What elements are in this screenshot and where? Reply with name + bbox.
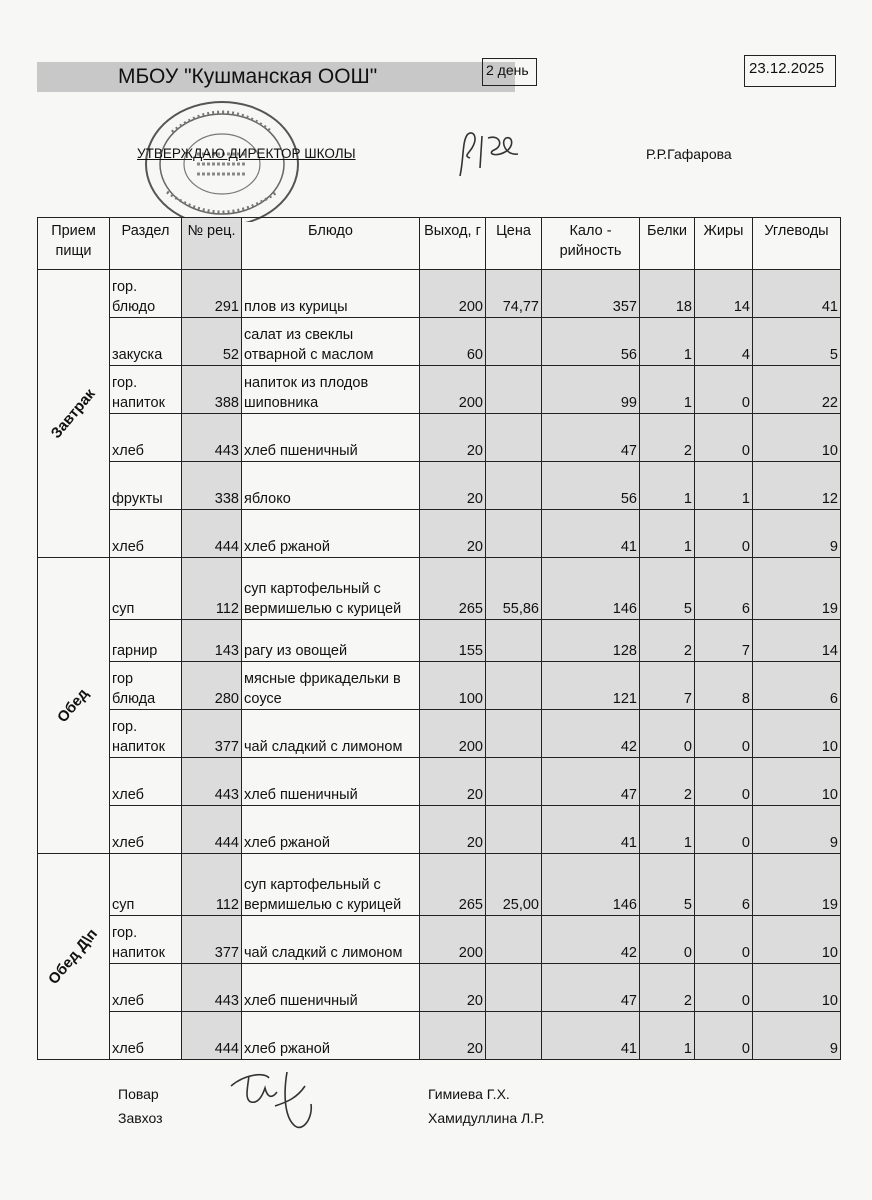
section-cell: хлеб — [110, 806, 182, 854]
price-cell — [486, 806, 542, 854]
column-header: Прием пищи — [38, 218, 110, 270]
price-cell: 25,00 — [486, 854, 542, 916]
protein-cell: 5 — [640, 854, 695, 916]
section-cell: хлеб — [110, 758, 182, 806]
fat-cell: 14 — [695, 270, 753, 318]
section-cell: фрукты — [110, 462, 182, 510]
table-row — [38, 414, 841, 462]
fat-cell: 0 — [695, 510, 753, 558]
protein-cell: 2 — [640, 414, 695, 462]
dish-cell: яблоко — [242, 462, 420, 510]
carbs-cell: 22 — [753, 366, 841, 414]
column-header: Кало - рийность — [542, 218, 640, 270]
price-cell — [486, 620, 542, 662]
meal-name: Обед — [54, 684, 93, 726]
recipe-number-cell: 444 — [182, 1012, 242, 1060]
dish-cell: хлеб пшеничный — [242, 758, 420, 806]
fat-cell: 0 — [695, 1012, 753, 1060]
recipe-number-cell: 143 — [182, 620, 242, 662]
director-signature-icon — [452, 128, 532, 183]
column-header: Жиры — [695, 218, 753, 270]
fat-cell: 0 — [695, 916, 753, 964]
price-cell: 74,77 — [486, 270, 542, 318]
recipe-number-cell: 112 — [182, 854, 242, 916]
meal-name: Обед Д\п — [45, 925, 102, 988]
yield-cell: 155 — [420, 620, 486, 662]
protein-cell: 0 — [640, 916, 695, 964]
carbs-cell: 14 — [753, 620, 841, 662]
meal-cell — [38, 854, 110, 1060]
table-row — [38, 916, 841, 964]
yield-cell: 20 — [420, 806, 486, 854]
calories-cell: 56 — [542, 462, 640, 510]
fat-cell: 0 — [695, 806, 753, 854]
meal-cell — [38, 270, 110, 558]
protein-cell: 2 — [640, 964, 695, 1012]
yield-cell: 200 — [420, 916, 486, 964]
yield-cell: 20 — [420, 414, 486, 462]
carbs-cell: 10 — [753, 414, 841, 462]
cook-name: Гимиева Г.Х. — [428, 1086, 510, 1102]
section-cell: гор. блюдо — [110, 270, 182, 318]
section-cell: хлеб — [110, 510, 182, 558]
column-header: Белки — [640, 218, 695, 270]
protein-cell: 2 — [640, 620, 695, 662]
price-cell — [486, 662, 542, 710]
yield-cell: 265 — [420, 558, 486, 620]
yield-cell: 100 — [420, 662, 486, 710]
day-label: 2 день — [482, 58, 537, 86]
carbs-cell: 10 — [753, 964, 841, 1012]
table-row — [38, 758, 841, 806]
section-cell: гарнир — [110, 620, 182, 662]
carbs-cell: 10 — [753, 916, 841, 964]
yield-cell: 20 — [420, 1012, 486, 1060]
calories-cell: 47 — [542, 964, 640, 1012]
storekeeper-name: Хамидуллина Л.Р. — [428, 1110, 545, 1126]
table-row — [38, 806, 841, 854]
storekeeper-label: Завхоз — [118, 1110, 163, 1126]
dish-cell: чай сладкий с лимоном — [242, 710, 420, 758]
protein-cell: 2 — [640, 758, 695, 806]
yield-cell: 20 — [420, 462, 486, 510]
fat-cell: 0 — [695, 964, 753, 1012]
table-row — [38, 620, 841, 662]
protein-cell: 5 — [640, 558, 695, 620]
column-header: Углеводы — [753, 218, 841, 270]
protein-cell: 0 — [640, 710, 695, 758]
column-header: Раздел — [110, 218, 182, 270]
protein-cell: 1 — [640, 366, 695, 414]
fat-cell: 1 — [695, 462, 753, 510]
section-cell: суп — [110, 854, 182, 916]
protein-cell: 1 — [640, 318, 695, 366]
table-row — [38, 854, 841, 916]
column-header: Цена — [486, 218, 542, 270]
table-row — [38, 1012, 841, 1060]
fat-cell: 0 — [695, 414, 753, 462]
table-row — [38, 964, 841, 1012]
recipe-number-cell: 443 — [182, 414, 242, 462]
carbs-cell: 10 — [753, 758, 841, 806]
table-row — [38, 558, 841, 620]
calories-cell: 42 — [542, 916, 640, 964]
price-cell — [486, 916, 542, 964]
recipe-number-cell: 112 — [182, 558, 242, 620]
recipe-number-cell: 377 — [182, 710, 242, 758]
recipe-number-cell: 444 — [182, 510, 242, 558]
section-cell: хлеб — [110, 964, 182, 1012]
section-cell: гор. напиток — [110, 916, 182, 964]
date-label: 23.12.2025 — [744, 55, 836, 87]
calories-cell: 47 — [542, 758, 640, 806]
calories-cell: 357 — [542, 270, 640, 318]
recipe-number-cell: 52 — [182, 318, 242, 366]
fat-cell: 6 — [695, 854, 753, 916]
price-cell — [486, 964, 542, 1012]
price-cell — [486, 366, 542, 414]
recipe-number-cell: 388 — [182, 366, 242, 414]
price-cell — [486, 1012, 542, 1060]
calories-cell: 146 — [542, 854, 640, 916]
calories-cell: 128 — [542, 620, 640, 662]
fat-cell: 6 — [695, 558, 753, 620]
meal-cell — [38, 558, 110, 854]
table-row — [38, 318, 841, 366]
recipe-number-cell: 338 — [182, 462, 242, 510]
protein-cell: 1 — [640, 462, 695, 510]
calories-cell: 41 — [542, 1012, 640, 1060]
yield-cell: 265 — [420, 854, 486, 916]
school-title: МБОУ "Кушманская ООШ" — [118, 65, 378, 88]
carbs-cell: 19 — [753, 558, 841, 620]
yield-cell: 60 — [420, 318, 486, 366]
yield-cell: 200 — [420, 710, 486, 758]
fat-cell: 4 — [695, 318, 753, 366]
calories-cell: 41 — [542, 510, 640, 558]
carbs-cell: 10 — [753, 710, 841, 758]
yield-cell: 20 — [420, 964, 486, 1012]
price-cell — [486, 710, 542, 758]
dish-cell: салат из свеклы отварной с маслом — [242, 318, 420, 366]
carbs-cell: 9 — [753, 806, 841, 854]
protein-cell: 1 — [640, 806, 695, 854]
dish-cell: чай сладкий с лимоном — [242, 916, 420, 964]
carbs-cell: 19 — [753, 854, 841, 916]
protein-cell: 1 — [640, 510, 695, 558]
menu-body — [38, 270, 841, 1060]
table-header-row — [38, 218, 841, 270]
dish-cell: рагу из овощей — [242, 620, 420, 662]
table-row — [38, 710, 841, 758]
price-cell — [486, 414, 542, 462]
section-cell: гор. напиток — [110, 366, 182, 414]
calories-cell: 99 — [542, 366, 640, 414]
calories-cell: 121 — [542, 662, 640, 710]
yield-cell: 200 — [420, 270, 486, 318]
table-row — [38, 510, 841, 558]
price-cell: 55,86 — [486, 558, 542, 620]
meal-name: Завтрак — [47, 385, 99, 442]
carbs-cell: 9 — [753, 1012, 841, 1060]
protein-cell: 18 — [640, 270, 695, 318]
price-cell — [486, 510, 542, 558]
dish-cell: суп картофельный с вермишелью с курицей — [242, 854, 420, 916]
yield-cell: 20 — [420, 510, 486, 558]
cook-signature-icon — [225, 1066, 325, 1136]
dish-cell: плов из курицы — [242, 270, 420, 318]
section-cell: суп — [110, 558, 182, 620]
table-row — [38, 462, 841, 510]
recipe-number-cell: 280 — [182, 662, 242, 710]
table-row — [38, 366, 841, 414]
fat-cell: 0 — [695, 758, 753, 806]
dish-cell: хлеб ржаной — [242, 1012, 420, 1060]
recipe-number-cell: 291 — [182, 270, 242, 318]
table-row — [38, 270, 841, 318]
fat-cell: 8 — [695, 662, 753, 710]
yield-cell: 20 — [420, 758, 486, 806]
section-cell: хлеб — [110, 1012, 182, 1060]
recipe-number-cell: 443 — [182, 758, 242, 806]
section-cell: гор. напиток — [110, 710, 182, 758]
cook-label: Повар — [118, 1086, 159, 1102]
column-header: Выход, г — [420, 218, 486, 270]
fat-cell: 0 — [695, 366, 753, 414]
section-cell: хлеб — [110, 414, 182, 462]
carbs-cell: 41 — [753, 270, 841, 318]
calories-cell: 56 — [542, 318, 640, 366]
carbs-cell: 6 — [753, 662, 841, 710]
dish-cell: суп картофельный с вермишелью с курицей — [242, 558, 420, 620]
price-cell — [486, 318, 542, 366]
table-row — [38, 662, 841, 710]
column-header: Блюдо — [242, 218, 420, 270]
yield-cell: 200 — [420, 366, 486, 414]
menu-table — [37, 217, 841, 1060]
approval-text: УТВЕРЖДАЮ ДИРЕКТОР ШКОЛЫ — [137, 146, 356, 161]
recipe-number-cell: 377 — [182, 916, 242, 964]
column-header: № рец. — [182, 218, 242, 270]
dish-cell: мясные фрикадельки в соусе — [242, 662, 420, 710]
recipe-number-cell: 444 — [182, 806, 242, 854]
fat-cell: 0 — [695, 710, 753, 758]
carbs-cell: 9 — [753, 510, 841, 558]
calories-cell: 47 — [542, 414, 640, 462]
dish-cell: хлеб пшеничный — [242, 414, 420, 462]
price-cell — [486, 462, 542, 510]
dish-cell: хлеб ржаной — [242, 806, 420, 854]
calories-cell: 41 — [542, 806, 640, 854]
dish-cell: хлеб ржаной — [242, 510, 420, 558]
carbs-cell: 5 — [753, 318, 841, 366]
calories-cell: 42 — [542, 710, 640, 758]
director-name: Р.Р.Гафарова — [646, 146, 732, 162]
fat-cell: 7 — [695, 620, 753, 662]
protein-cell: 1 — [640, 1012, 695, 1060]
recipe-number-cell: 443 — [182, 964, 242, 1012]
protein-cell: 7 — [640, 662, 695, 710]
price-cell — [486, 758, 542, 806]
dish-cell: напиток из плодов шиповника — [242, 366, 420, 414]
calories-cell: 146 — [542, 558, 640, 620]
carbs-cell: 12 — [753, 462, 841, 510]
section-cell: закуска — [110, 318, 182, 366]
dish-cell: хлеб пшеничный — [242, 964, 420, 1012]
section-cell: гор блюда — [110, 662, 182, 710]
